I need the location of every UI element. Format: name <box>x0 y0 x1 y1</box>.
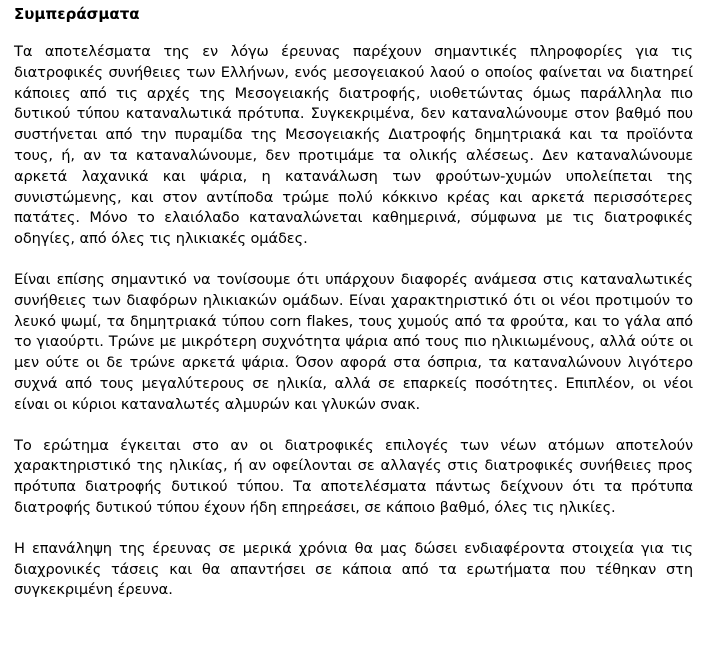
paragraph-3: Το ερώτημα έγκειται στο αν οι διατροφικές επιλογές των νέων ατόμων αποτελούν χαρακτηριστικό της ηλικίας, ή αν οφείλονται σε αλλαγές στις διατροφικές συνήθειες προς πρότυπα διατροφής δυτικού τύπου. Τα αποτελέσματα πάντως δείχνουν ότι τα πρότυπα διατροφής δυτικού τύπου έχουν ήδη επηρεάσει, σε κάποιο βαθμό, όλες τις ηλικίες. <box>14 436 693 516</box>
section-heading: Συμπεράσματα <box>14 5 140 23</box>
paragraph-2: Είναι επίσης σημαντικό να τονίσουμε ότι υπάρχουν διαφορές ανάμεσα στις καταναλωτικές συνήθειες των διαφόρων ηλικιακών ομάδων. Είναι χαρακτηριστικό ότι οι νέοι προτιμούν το λευκό ψωμί, τα δημητριακά τύπου corn flakes, τους χυμούς από τα φρούτα, και το γάλα από το γιαούρτι. Τρώνε με μικρότερη συχνότητα ψάρια από τους πιο ηλικιωμένους, αλλά ούτε οι μεν ούτε οι δε τρώνε αρκετά ψάρια. Όσον αφορά στα όσπρια, τα καταναλώνουν λιγότερο συχνά από τους μεγαλύτερους σε ηλικία, αλλά σε επαρκείς ποσότητες. Επιπλέον, οι νέοι είναι οι κύριοι καταναλωτές αλμυρών και γλυκών σνακ. <box>14 270 693 413</box>
paragraph-1: Τα αποτελέσματα της εν λόγω έρευνας παρέχουν σημαντικές πληροφορίες για τις διατροφικές συνήθειες των Ελλήνων, ενός μεσογειακού λαού ο οποίος φαίνεται να διατηρεί κάποιες από τις αρχές της Μεσογειακής διατροφής, υιοθετώντας όμως παράλληλα πιο δυτικού τύπου καταναλωτικά πρότυπα. Συγκεκριμένα, δεν καταναλώνουμε στον βαθμό που συστήνεται από την πυραμίδα της Μεσογειακής Διατροφής δημητριακά και τα προϊόντα τους, ή, αν τα καταναλώνουμε, δεν προτιμάμε τα ολικής αλέσεως. Δεν καταναλώνουμε αρκετά λαχανικά και ψάρια, η κατανάλωση των φρούτων-χυμών υπολείπεται της συνιστώμενης, και στον αντίποδα τρώμε πολύ κόκκινο κρέας και αρκετά περισσότερες πατάτες. Μόνο το ελαιόλαδο καταναλώνεται καθημερινά, σύμφωνα με τις διατροφικές οδηγίες, από όλες τις ηλικιακές ομάδες. <box>14 43 693 248</box>
paragraph-4: Η επανάληψη της έρευνας σε μερικά χρόνια θα μας δώσει ενδιαφέροντα στοιχεία για τις διαχρονικές τάσεις και θα απαντήσει σε κάποια από τα ερωτήματα που τέθηκαν στη συγκεκριμένη έρευνα. <box>14 539 693 599</box>
